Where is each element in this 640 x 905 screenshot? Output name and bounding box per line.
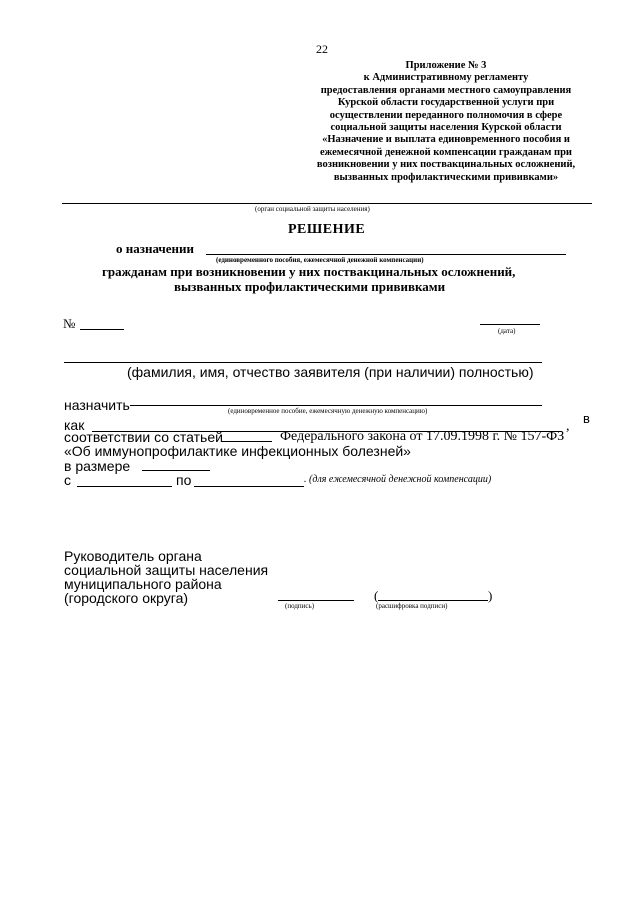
close-paren: ) bbox=[488, 588, 493, 603]
date-field[interactable] bbox=[480, 324, 540, 325]
fio-field[interactable] bbox=[64, 362, 542, 363]
date-caption: (дата) bbox=[498, 327, 516, 335]
assign-prefix: о назначении bbox=[116, 241, 195, 256]
signer-line-4: (городского округа) bbox=[64, 590, 189, 606]
annex-line: ежемесячной денежной компенсации гражданам при bbox=[320, 146, 572, 158]
annex-line: социальной защиты населения Курской области bbox=[330, 122, 562, 134]
annex-line: «Назначение и выплата единовременного пособия и bbox=[322, 134, 570, 146]
annex-line: вызванных профилактическими прививками» bbox=[333, 171, 559, 183]
article-field[interactable] bbox=[222, 441, 272, 442]
signature-field[interactable] bbox=[278, 600, 354, 601]
signer-line-3: муниципального района bbox=[64, 576, 222, 592]
annex-line: возникновении у них поствакцинальных осложнений, bbox=[316, 159, 576, 171]
annex-line: предоставления органами местного самоуправления bbox=[320, 84, 572, 96]
to-label: по bbox=[176, 472, 192, 488]
to-date-field[interactable] bbox=[194, 486, 304, 487]
number-label: № bbox=[63, 316, 76, 331]
decode-field[interactable] bbox=[378, 600, 488, 601]
page-number: 22 bbox=[316, 42, 328, 56]
annex-line: осуществлении переданного полномочия в сфере bbox=[329, 109, 563, 121]
fio-caption: (фамилия, имя, отчество заявителя (при наличии) полностью) bbox=[127, 364, 534, 380]
signature-caption: (подпись) bbox=[285, 602, 315, 610]
assign-label: назначить bbox=[64, 397, 130, 413]
organ-caption: (орган социальной защиты населения) bbox=[255, 205, 370, 213]
subtitle-line-2: вызванных профилактическими прививками bbox=[174, 279, 446, 294]
decode-caption: (расшифровка подписи) bbox=[376, 602, 448, 610]
annex-header bbox=[300, 60, 592, 184]
assign-caption: (единовременного пособия, ежемесячной денежной компенсации) bbox=[216, 256, 424, 264]
annex-line: Приложение № 3 bbox=[405, 60, 487, 71]
signer-line-1: Руководитель органа bbox=[64, 548, 202, 564]
period-note: . (для ежемесячной денежной компенсации) bbox=[304, 474, 492, 485]
number-field[interactable] bbox=[80, 329, 124, 330]
amount-label: в размере bbox=[64, 458, 131, 474]
from-label: с bbox=[64, 472, 71, 488]
kak-label: как bbox=[64, 417, 85, 433]
assign2-caption: (единовременное пособие, ежемесячную денежную компенсацию) bbox=[228, 407, 428, 415]
annex-line: Курской области государственной услуги при bbox=[337, 97, 555, 109]
signer-line-2: социальной защиты населения bbox=[64, 562, 269, 578]
open-paren: ( bbox=[374, 588, 379, 603]
accordance-label: соответствии со статьей bbox=[64, 429, 223, 445]
from-date-field[interactable] bbox=[77, 486, 172, 487]
subtitle-line-1: гражданам при возникновении у них поствакцинальных осложнений, bbox=[102, 264, 516, 279]
v-word: в bbox=[583, 411, 590, 426]
amount-field[interactable] bbox=[142, 470, 210, 471]
assign-field[interactable] bbox=[130, 405, 542, 406]
law-name: «Об иммунопрофилактике инфекционных болезней» bbox=[64, 443, 411, 459]
organ-line[interactable] bbox=[62, 203, 592, 204]
document-title: РЕШЕНИЕ bbox=[288, 222, 366, 237]
comma-mark: , bbox=[566, 419, 570, 434]
assign-type-line[interactable] bbox=[206, 254, 566, 255]
federal-law-text: Федерального закона от 17.09.1998 г. № 157-ФЗ bbox=[280, 429, 565, 444]
annex-line: к Административному регламенту bbox=[363, 72, 529, 84]
